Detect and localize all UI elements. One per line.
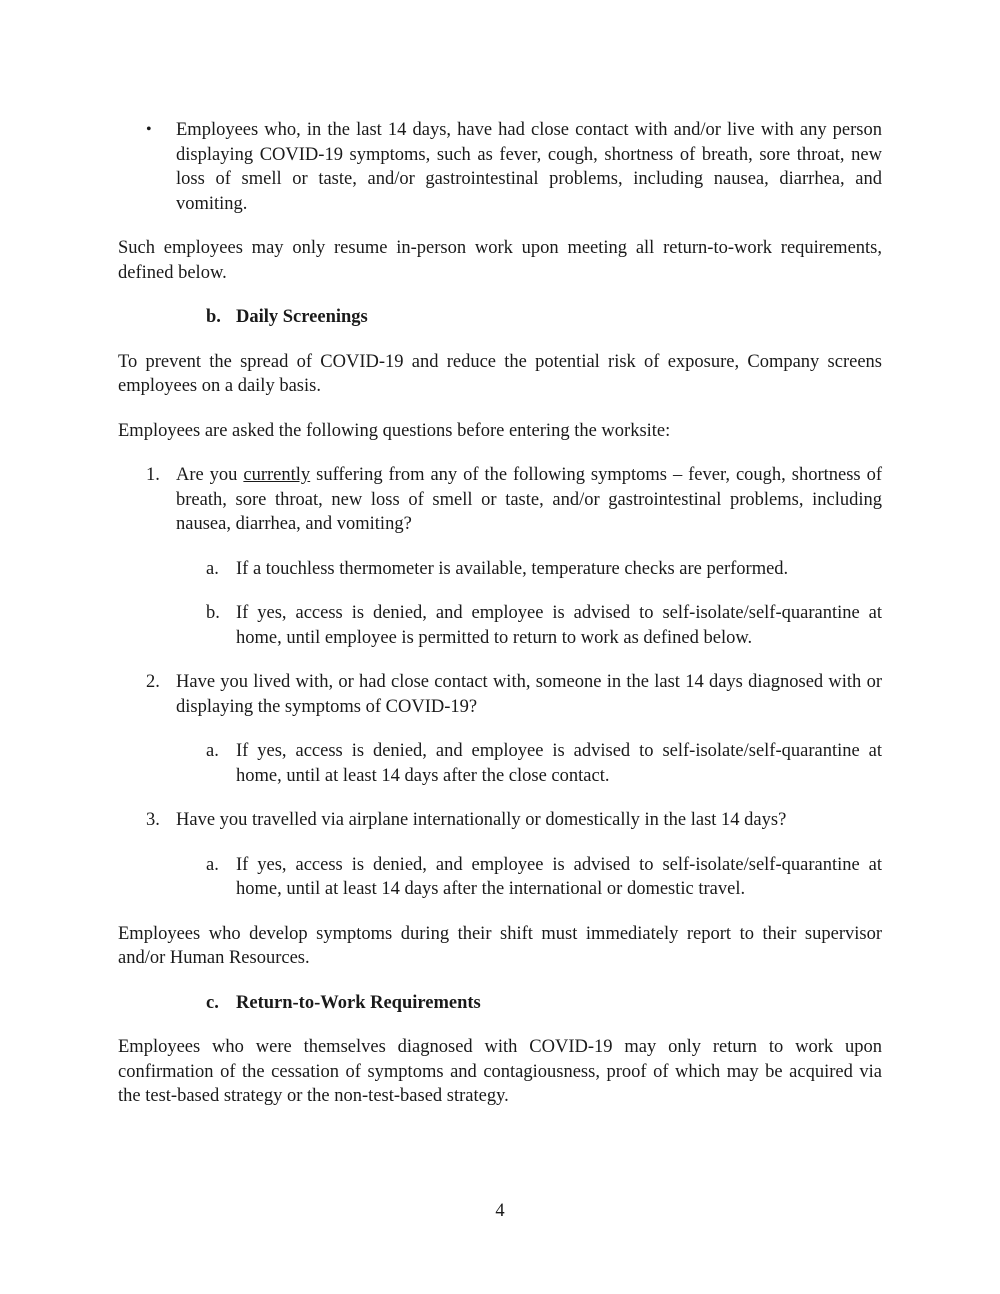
section-title: Return-to-Work Requirements — [236, 992, 481, 1013]
paragraph-resume: Such employees may only resume in-person work upon meeting all return-to-work requirements, defined below. — [118, 238, 882, 283]
sub-item-letter: a. — [206, 854, 219, 875]
question-text-end: suffering from any of the following symptoms – fever, cough, shortness of breath, sore throat, new loss of smell or taste, and/or gastrointestinal problems, including nausea, diarrhea, and vomiting? — [176, 465, 882, 534]
question-number: 3. — [146, 810, 160, 830]
sub-item-text: If yes, access is denied, and employee is advised to self-isolate/self-quarantine at home, until at least 14 days after the international or domestic travel. — [236, 854, 882, 899]
section-heading-return-to-work — [206, 991, 882, 1016]
question-text — [176, 463, 882, 537]
sub-item-1b — [118, 601, 882, 650]
question-text: Have you travelled via airplane internationally or domestically in the last 14 days? — [176, 810, 787, 830]
section-letter: b. — [206, 307, 221, 327]
sub-item-letter: a. — [206, 741, 219, 761]
question-item-2 — [118, 670, 882, 719]
question-number: 2. — [146, 672, 160, 692]
paragraph-diagnosed: Employees who were themselves diagnosed with COVID-19 may only return to work upon confirmation of the cessation of symptoms and contagiousness, proof of which may be acquired via the test-based strategy or the non-test-based strategy. — [118, 1037, 882, 1106]
document-page — [118, 118, 882, 1129]
question-item-3 — [118, 808, 882, 833]
section-title: Daily Screenings — [236, 307, 368, 327]
paragraph-prevent: To prevent the spread of COVID-19 and reduce the potential risk of exposure, Company screens employees on a daily basis. — [118, 351, 882, 396]
sub-item-text: If yes, access is denied, and employee is advised to self-isolate/self-quarantine at home, until employee is permitted to return to work as defined below. — [236, 603, 882, 648]
bullet-marker: • — [146, 121, 152, 138]
section-letter: c. — [206, 992, 219, 1013]
sub-item-text: If a touchless thermometer is available, temperature checks are performed. — [236, 558, 789, 579]
bullet-list-item — [118, 118, 882, 216]
section-heading-daily-screenings — [206, 305, 882, 330]
question-text-start: Are you — [176, 465, 244, 485]
page-number: 4 — [495, 1201, 505, 1221]
sub-item-letter: b. — [206, 603, 220, 623]
question-text: Have you lived with, or had close contact with, someone in the last 14 days diagnosed with or displaying the symptoms of COVID-19? — [176, 672, 882, 717]
sub-item-2a — [118, 739, 882, 788]
question-number: 1. — [146, 465, 160, 485]
paragraph-questions-intro: Employees are asked the following questions before entering the worksite: — [118, 420, 671, 441]
bullet-text: Employees who, in the last 14 days, have had close contact with and/or live with any person displaying COVID-19 symptoms, such as fever, cough, shortness of breath, sore throat, new loss of smell or taste, and/or gastrointestinal problems, including nausea, diarrhea, and vomiting. — [176, 120, 882, 214]
sub-item-3a — [118, 853, 882, 902]
sub-item-1a — [118, 557, 882, 582]
paragraph-develop-symptoms: Employees who develop symptoms during their shift must immediately report to their supervisor and/or Human Resources. — [118, 923, 882, 968]
sub-item-letter: a. — [206, 558, 219, 579]
question-item-1 — [118, 463, 882, 537]
sub-item-text: If yes, access is denied, and employee is advised to self-isolate/self-quarantine at home, until at least 14 days after the close contact. — [236, 741, 882, 786]
underlined-word: currently — [243, 465, 311, 485]
